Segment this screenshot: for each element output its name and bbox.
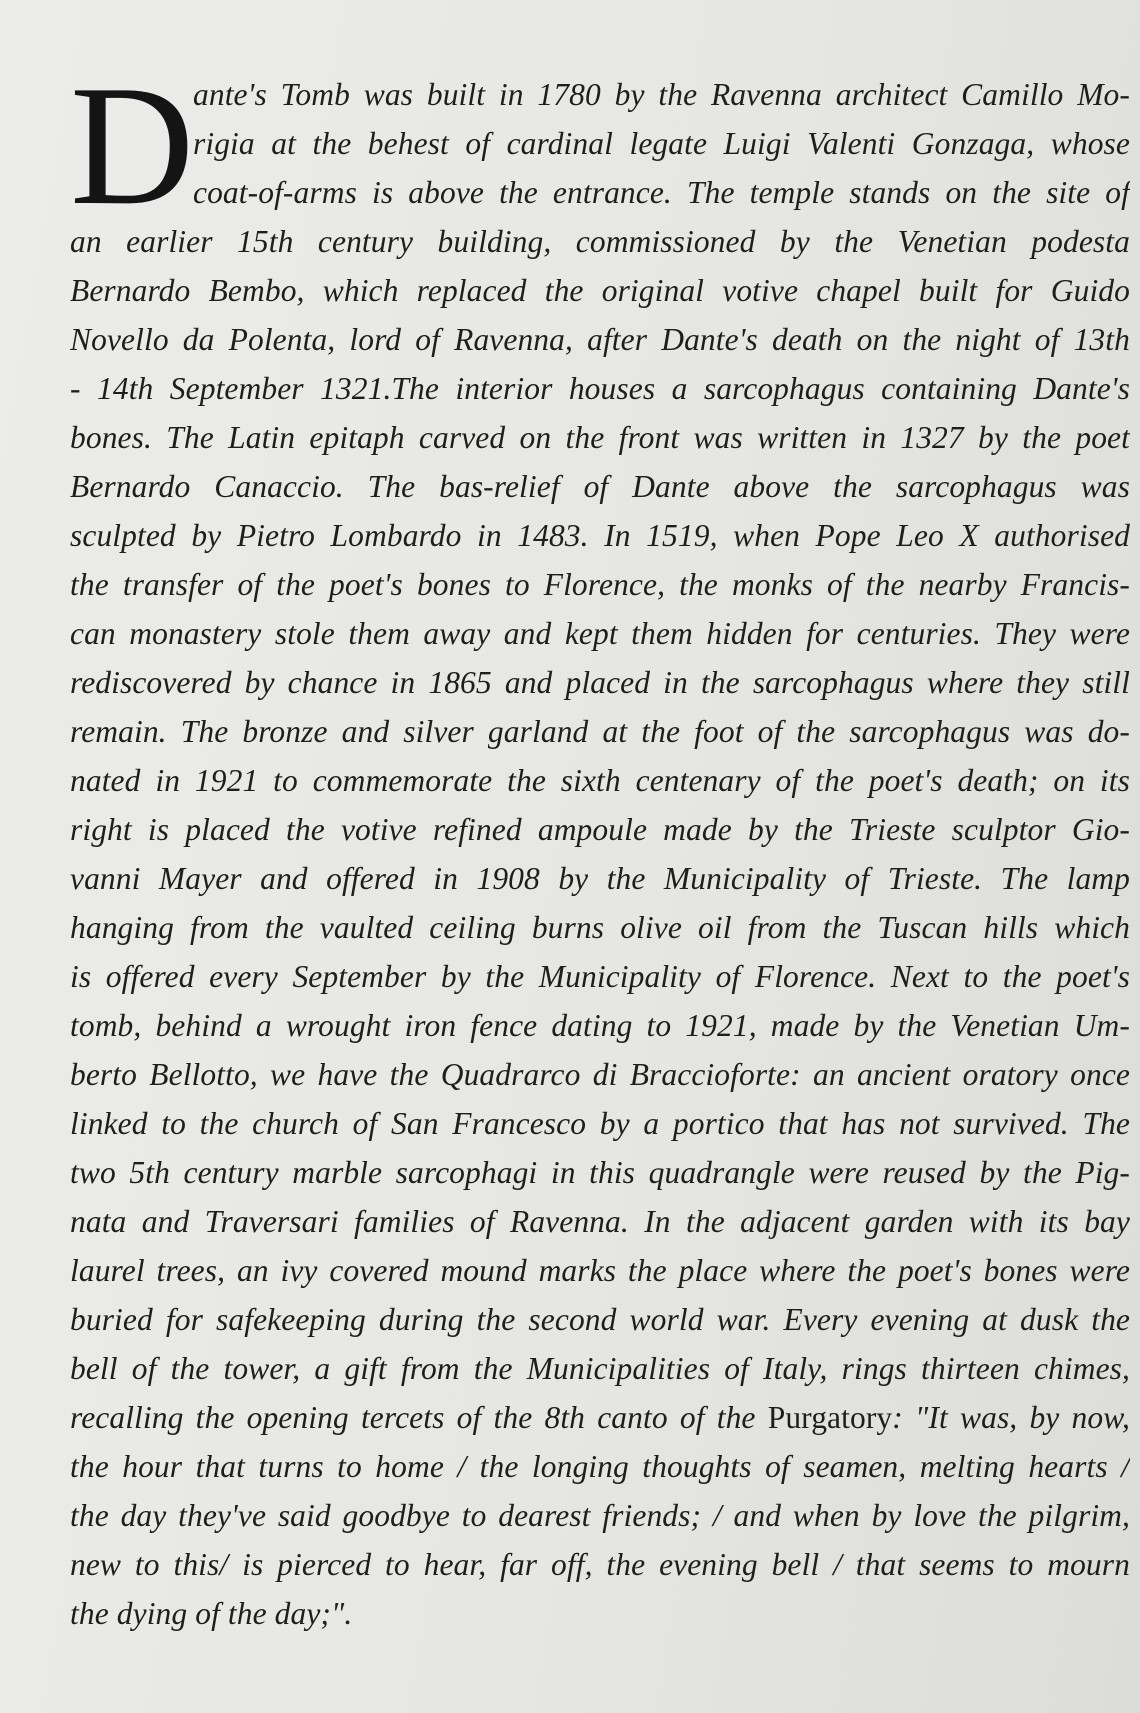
text-line-16: right is placed the votive refined ampoule made by the Trieste sculptor Gio-: [70, 812, 1130, 847]
text-line-17: vanni Mayer and offered in 1908 by the Municipality of Trieste. The lamp: [70, 861, 1130, 896]
text-line-26: buried for safekeeping during the second world war. Every evening at dusk the: [70, 1302, 1130, 1337]
text-line-6: Novello da Polenta, lord of Ravenna, after Dante's death on the night of 13th: [70, 322, 1130, 357]
text-line-28-pre: recalling the opening tercets of the 8th canto of the: [70, 1400, 768, 1435]
text-line-2: rigia at the behest of cardinal legate Luigi Valenti Gonzaga, whose: [193, 126, 1130, 161]
text-line-28-post: : "It was, by now,: [892, 1400, 1130, 1435]
text-line-3: coat-of-arms is above the entrance. The temple stands on the site of: [193, 175, 1130, 210]
text-line-7: - 14th September 1321.The interior houses a sarcophagus containing Dante's: [70, 371, 1130, 406]
text-line-29: the hour that turns to home / the longing thoughts of seamen, melting hearts /: [70, 1449, 1130, 1484]
text-line-18: hanging from the vaulted ceiling burns olive oil from the Tuscan hills which: [70, 910, 1130, 945]
text-line-25: laurel trees, an ivy covered mound marks the place where the poet's bones were: [70, 1253, 1130, 1288]
purgatory-title: Purgatory: [767, 1400, 893, 1435]
info-panel: [70, 51, 1130, 1690]
body-text: [70, 51, 1130, 1638]
text-line-20: tomb, behind a wrought iron fence dating to 1921, made by the Venetian Um-: [70, 1008, 1130, 1043]
text-line-23: two 5th century marble sarcophagi in this quadrangle were reused by the Pig-: [70, 1155, 1130, 1190]
text-line-14: remain. The bronze and silver garland at the foot of the sarcophagus was do-: [70, 714, 1130, 749]
text-line-32: the dying of the day;".: [70, 1596, 353, 1631]
text-line-12: can monastery stole them away and kept them hidden for centuries. They were: [70, 616, 1130, 651]
text-line-11: the transfer of the poet's bones to Florence, the monks of the nearby Francis-: [70, 567, 1130, 602]
text-line-19: is offered every September by the Municipality of Florence. Next to the poet's: [70, 959, 1130, 994]
text-line-31: new to this/ is pierced to hear, far off, the evening bell / that seems to mourn: [70, 1547, 1130, 1582]
text-line-28: [70, 1393, 1130, 1442]
text-line-24: nata and Traversari families of Ravenna. In the adjacent garden with its bay: [70, 1204, 1130, 1239]
text-line-4: an earlier 15th century building, commissioned by the Venetian podesta: [70, 224, 1130, 259]
text-line-10: sculpted by Pietro Lombardo in 1483. In 1519, when Pope Leo X authorised: [70, 518, 1130, 553]
text-line-15: nated in 1921 to commemorate the sixth centenary of the poet's death; on its: [70, 763, 1130, 798]
text-line-27: bell of the tower, a gift from the Municipalities of Italy, rings thirteen chimes,: [70, 1351, 1130, 1386]
drop-cap: D: [70, 51, 195, 241]
text-line-8: bones. The Latin epitaph carved on the front was written in 1327 by the poet: [70, 420, 1130, 455]
text-line-1: ante's Tomb was built in 1780 by the Ravenna architect Camillo Mo-: [193, 77, 1130, 112]
text-line-13: rediscovered by chance in 1865 and placed in the sarcophagus where they still: [70, 665, 1130, 700]
text-line-30: the day they've said goodbye to dearest friends; / and when by love the pilgrim,: [70, 1498, 1130, 1533]
text-line-22: linked to the church of San Francesco by a portico that has not survived. The: [70, 1106, 1130, 1141]
text-line-9: Bernardo Canaccio. The bas-relief of Dante above the sarcophagus was: [70, 469, 1130, 504]
text-line-21: berto Bellotto, we have the Quadrarco di Braccioforte: an ancient oratory once: [70, 1057, 1130, 1092]
text-line-5: Bernardo Bembo, which replaced the original votive chapel built for Guido: [70, 273, 1130, 308]
